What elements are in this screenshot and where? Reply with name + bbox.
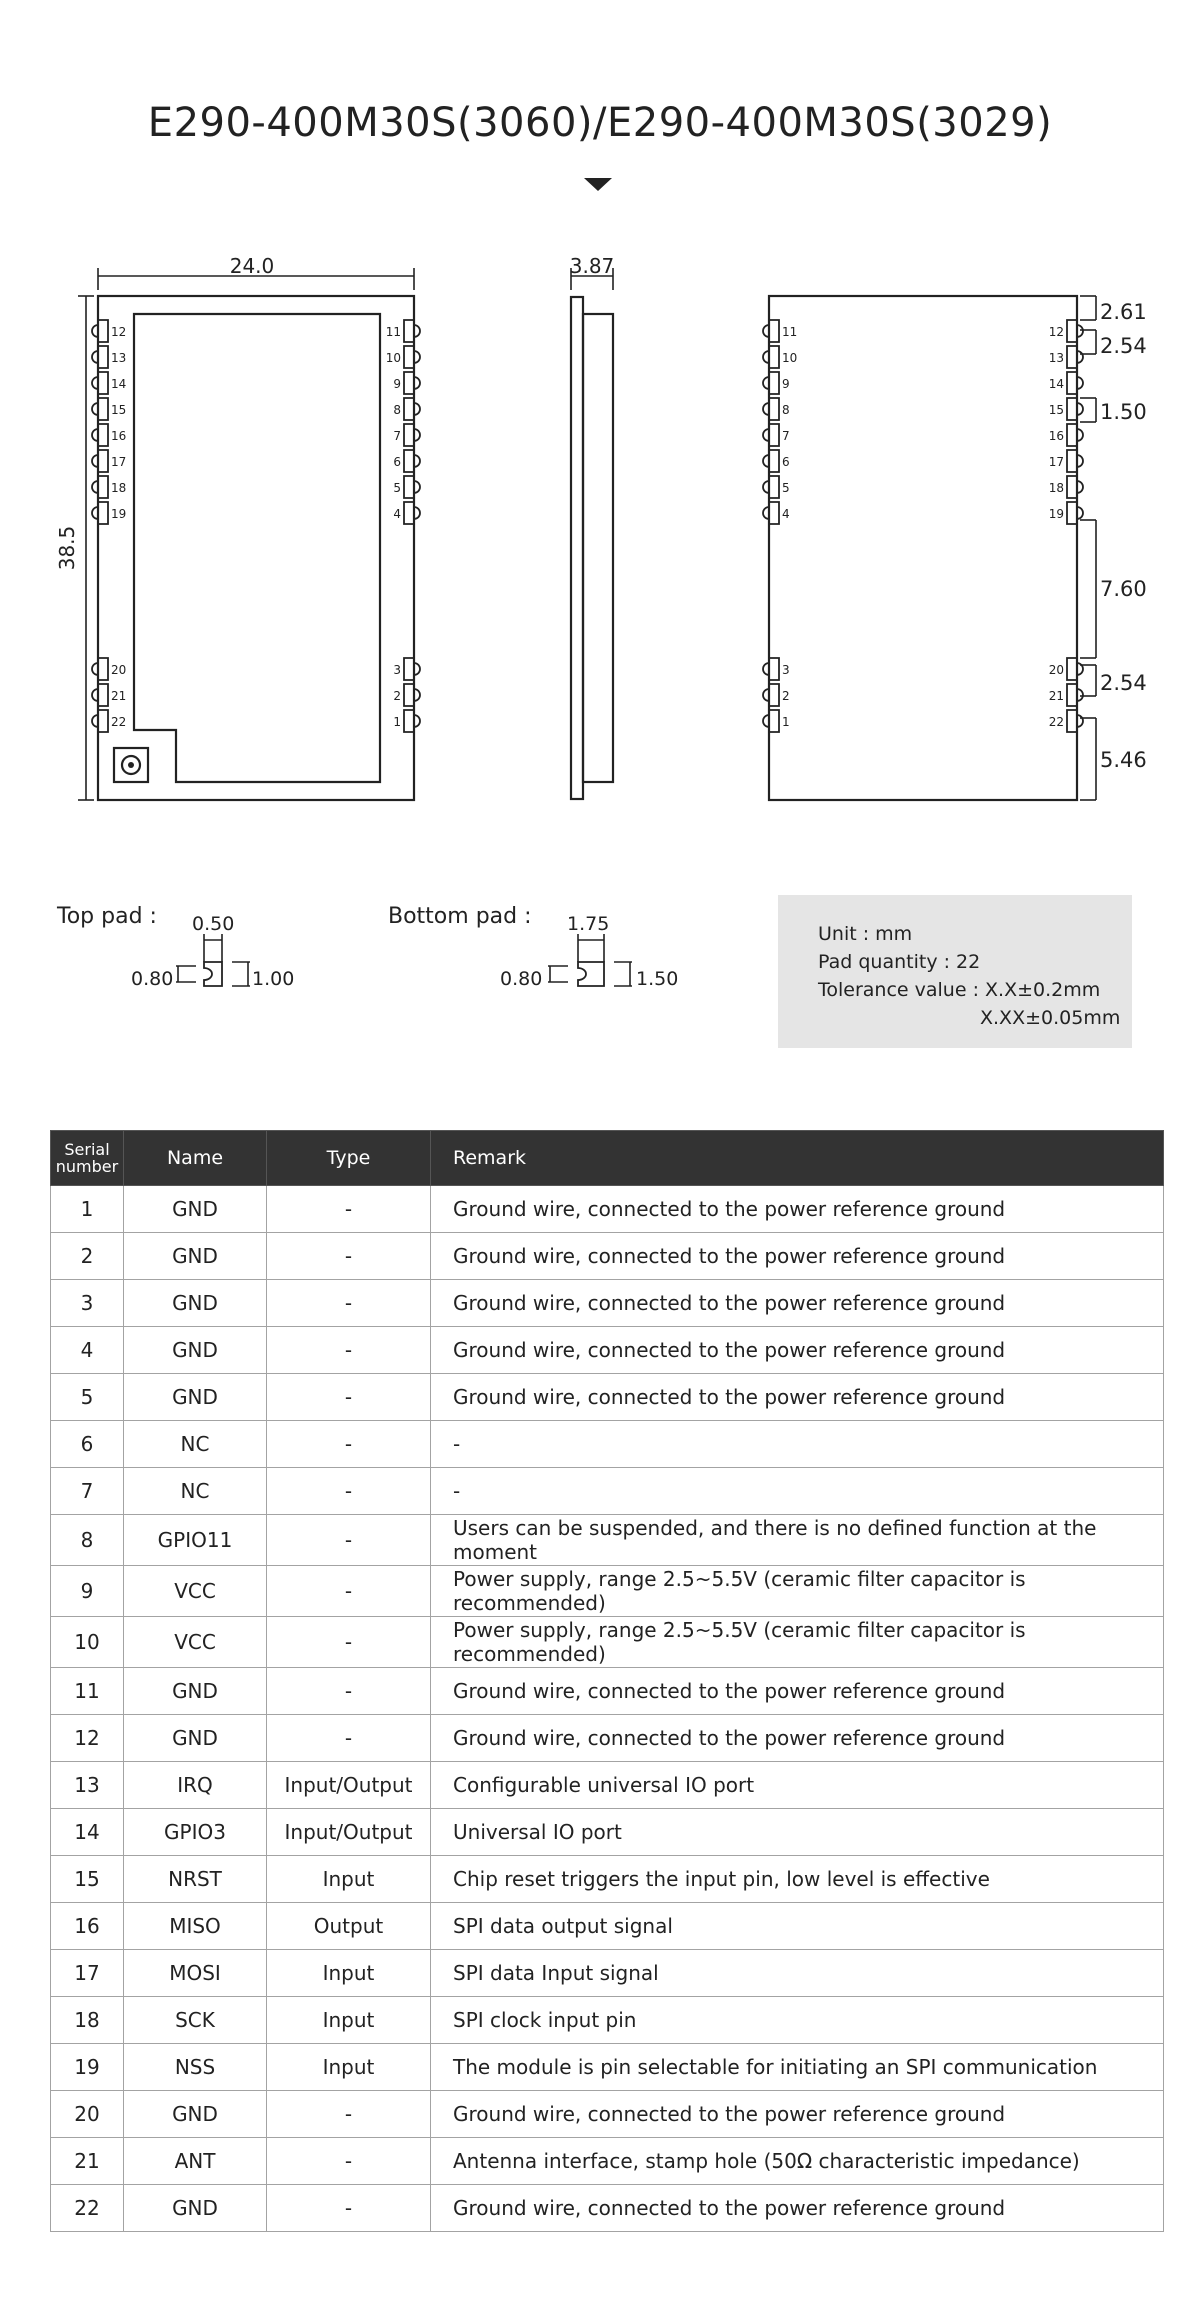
svg-text:0.80: 0.80 xyxy=(131,968,174,990)
spec-legend xyxy=(778,895,1132,1048)
cell-serial: 8 xyxy=(51,1515,124,1566)
pin-number: 15 xyxy=(111,403,127,417)
pin-number: 14 xyxy=(111,377,127,391)
table-row xyxy=(51,2044,1164,2091)
cell-name: NRST xyxy=(124,1856,267,1903)
pin-number: 22 xyxy=(1048,715,1064,729)
pin-number: 11 xyxy=(385,325,401,339)
header-type: Type xyxy=(267,1131,431,1186)
down-arrow-icon xyxy=(584,178,612,191)
cell-type: - xyxy=(267,2185,431,2232)
table-row xyxy=(51,1903,1164,1950)
cell-remark: Ground wire, connected to the power reference ground xyxy=(431,2185,1164,2232)
cell-serial: 20 xyxy=(51,2091,124,2138)
cell-serial: 3 xyxy=(51,1280,124,1327)
pin-number: 6 xyxy=(782,455,790,469)
pad xyxy=(404,450,420,472)
pin-number: 7 xyxy=(782,429,790,443)
pad xyxy=(763,320,779,342)
pin-number: 10 xyxy=(385,351,401,365)
cell-remark: Configurable universal IO port xyxy=(431,1762,1164,1809)
pin-number: 14 xyxy=(1048,377,1064,391)
dim-2-54-bottom: 2.54 xyxy=(1100,671,1147,695)
pin-number: 3 xyxy=(393,663,401,677)
shield-can xyxy=(134,314,380,782)
cell-name: VCC xyxy=(124,1566,267,1617)
pad xyxy=(763,476,779,498)
pad xyxy=(763,346,779,368)
table-row xyxy=(51,1997,1164,2044)
cell-name: NC xyxy=(124,1421,267,1468)
pad xyxy=(404,398,420,420)
pad xyxy=(1067,476,1083,498)
pin-number: 17 xyxy=(1048,455,1064,469)
cell-remark: Ground wire, connected to the power reference ground xyxy=(431,1374,1164,1421)
cell-name: GND xyxy=(124,1668,267,1715)
pad xyxy=(92,320,108,342)
cell-serial: 5 xyxy=(51,1374,124,1421)
pin-number: 4 xyxy=(393,507,401,521)
cell-type: - xyxy=(267,1421,431,1468)
cell-name: GND xyxy=(124,2185,267,2232)
top-pad-detail xyxy=(56,904,294,990)
pad xyxy=(92,372,108,394)
cell-type: - xyxy=(267,1715,431,1762)
pin-number: 2 xyxy=(782,689,790,703)
svg-text:Top pad :: Top pad : xyxy=(57,904,157,929)
pad xyxy=(404,684,420,706)
table-row xyxy=(51,1327,1164,1374)
side-view xyxy=(570,254,615,799)
pin-table xyxy=(50,1130,1164,2232)
cell-name: GND xyxy=(124,1715,267,1762)
pin-number: 21 xyxy=(1048,689,1064,703)
cell-name: IRQ xyxy=(124,1762,267,1809)
cell-remark: Ground wire, connected to the power reference ground xyxy=(431,1327,1164,1374)
pad xyxy=(1067,372,1083,394)
pad xyxy=(404,424,420,446)
pad xyxy=(404,372,420,394)
cell-name: GND xyxy=(124,2091,267,2138)
cell-type: - xyxy=(267,1233,431,1280)
cell-remark: - xyxy=(431,1468,1164,1515)
cell-serial: 15 xyxy=(51,1856,124,1903)
pin-number: 18 xyxy=(1048,481,1064,495)
cell-type: Input xyxy=(267,1997,431,2044)
bottom-pad-detail xyxy=(388,904,678,990)
pad xyxy=(763,424,779,446)
cell-name: GPIO3 xyxy=(124,1809,267,1856)
pad xyxy=(92,450,108,472)
table-row xyxy=(51,1374,1164,1421)
header-serial: Serial number xyxy=(51,1131,124,1186)
cell-name: MISO xyxy=(124,1903,267,1950)
table-row xyxy=(51,1515,1164,1566)
pad xyxy=(1067,658,1083,680)
table-header xyxy=(51,1131,1164,1186)
thickness-dimension: 3.87 xyxy=(569,254,615,278)
pin-number: 19 xyxy=(1048,507,1064,521)
pad xyxy=(92,476,108,498)
table-row xyxy=(51,2138,1164,2185)
pad xyxy=(1067,710,1083,732)
pin-number: 5 xyxy=(782,481,790,495)
cell-remark: SPI data output signal xyxy=(431,1903,1164,1950)
pad xyxy=(1067,424,1083,446)
cell-serial: 12 xyxy=(51,1715,124,1762)
pad xyxy=(763,684,779,706)
cell-type: - xyxy=(267,1374,431,1421)
cell-remark: Ground wire, connected to the power reference ground xyxy=(431,1233,1164,1280)
top-view xyxy=(55,254,420,800)
cell-type: - xyxy=(267,1327,431,1374)
pad xyxy=(92,346,108,368)
header-remark: Remark xyxy=(431,1131,1164,1186)
pin-number: 5 xyxy=(393,481,401,495)
pin-number: 1 xyxy=(782,715,790,729)
pad xyxy=(404,476,420,498)
pin-number: 3 xyxy=(782,663,790,677)
pad xyxy=(404,346,420,368)
pad xyxy=(92,658,108,680)
cell-name: GND xyxy=(124,1327,267,1374)
cell-type: - xyxy=(267,1617,431,1668)
cell-serial: 2 xyxy=(51,1233,124,1280)
cell-remark: Ground wire, connected to the power reference ground xyxy=(431,1715,1164,1762)
pad xyxy=(1067,684,1083,706)
cell-serial: 9 xyxy=(51,1566,124,1617)
pad xyxy=(92,424,108,446)
cell-remark: Power supply, range 2.5~5.5V (ceramic filter capacitor is recommended) xyxy=(431,1617,1164,1668)
pin-number: 13 xyxy=(1048,351,1064,365)
cell-remark: Chip reset triggers the input pin, low level is effective xyxy=(431,1856,1164,1903)
svg-text:0.80: 0.80 xyxy=(500,968,543,990)
table-row xyxy=(51,1762,1164,1809)
pin-number: 21 xyxy=(111,689,127,703)
legend-tolerance: Tolerance value : X.X±0.2mm xyxy=(818,979,1101,1001)
page-title: E290-400M30S(3060)/E290-400M30S(3029) xyxy=(147,100,1053,146)
pin-number: 16 xyxy=(1048,429,1064,443)
dim-2-54-top: 2.54 xyxy=(1100,334,1147,358)
header-name: Name xyxy=(124,1131,267,1186)
cell-serial: 16 xyxy=(51,1903,124,1950)
dim-1-50: 1.50 xyxy=(1100,400,1147,424)
cell-remark: Ground wire, connected to the power reference ground xyxy=(431,1668,1164,1715)
cell-type: Input xyxy=(267,1856,431,1903)
table-row xyxy=(51,1856,1164,1903)
pin-number: 11 xyxy=(782,325,798,339)
pad xyxy=(763,372,779,394)
cell-name: VCC xyxy=(124,1617,267,1668)
cell-type: Output xyxy=(267,1903,431,1950)
pad xyxy=(92,398,108,420)
pad xyxy=(763,450,779,472)
cell-serial: 14 xyxy=(51,1809,124,1856)
pad xyxy=(763,502,779,524)
svg-text:1.50: 1.50 xyxy=(636,968,679,990)
table-row xyxy=(51,1233,1164,1280)
table-row xyxy=(51,1280,1164,1327)
table-row xyxy=(51,1809,1164,1856)
pin-number: 15 xyxy=(1048,403,1064,417)
pad xyxy=(404,658,420,680)
pad xyxy=(763,710,779,732)
pad xyxy=(1067,346,1083,368)
cell-type: Input xyxy=(267,1950,431,1997)
pin-number: 13 xyxy=(111,351,127,365)
pin-number: 22 xyxy=(111,715,127,729)
cell-serial: 13 xyxy=(51,1762,124,1809)
cell-remark: The module is pin selectable for initiating an SPI communication xyxy=(431,2044,1164,2091)
table-row xyxy=(51,2091,1164,2138)
cell-remark: SPI data Input signal xyxy=(431,1950,1164,1997)
pad xyxy=(404,502,420,524)
cell-name: GND xyxy=(124,1280,267,1327)
cell-type: - xyxy=(267,1280,431,1327)
cell-type: - xyxy=(267,1515,431,1566)
pad xyxy=(1067,320,1083,342)
svg-text:1.75: 1.75 xyxy=(567,913,610,935)
cell-remark: SPI clock input pin xyxy=(431,1997,1164,2044)
pin-number: 9 xyxy=(393,377,401,391)
module-outline xyxy=(98,296,414,800)
cell-name: GPIO11 xyxy=(124,1515,267,1566)
cell-name: SCK xyxy=(124,1997,267,2044)
cell-serial: 19 xyxy=(51,2044,124,2091)
table-row xyxy=(51,1566,1164,1617)
cell-remark: Ground wire, connected to the power reference ground xyxy=(431,1280,1164,1327)
pin-number: 6 xyxy=(393,455,401,469)
pin-number: 20 xyxy=(1048,663,1064,677)
pin-number: 18 xyxy=(111,481,127,495)
pad xyxy=(763,658,779,680)
cell-serial: 7 xyxy=(51,1468,124,1515)
cell-name: NSS xyxy=(124,2044,267,2091)
cell-remark: Users can be suspended, and there is no defined function at the moment xyxy=(431,1515,1164,1566)
pad xyxy=(404,710,420,732)
cell-name: GND xyxy=(124,1374,267,1421)
cell-remark: Universal IO port xyxy=(431,1809,1164,1856)
dim-5-46: 5.46 xyxy=(1100,748,1147,772)
cell-type: Input/Output xyxy=(267,1762,431,1809)
pad xyxy=(763,398,779,420)
cell-remark: Antenna interface, stamp hole (50Ω characteristic impedance) xyxy=(431,2138,1164,2185)
pad xyxy=(1067,450,1083,472)
cell-name: GND xyxy=(124,1233,267,1280)
cell-type: Input/Output xyxy=(267,1809,431,1856)
svg-text:Bottom pad :: Bottom pad : xyxy=(388,904,532,929)
height-dimension: 38.5 xyxy=(55,525,79,571)
pin-number: 17 xyxy=(111,455,127,469)
cell-type: - xyxy=(267,1468,431,1515)
table-row xyxy=(51,1950,1164,1997)
pad xyxy=(92,710,108,732)
svg-text:1.00: 1.00 xyxy=(252,968,295,990)
legend-pad-quantity: Pad quantity : 22 xyxy=(818,951,981,973)
pin-number: 12 xyxy=(111,325,127,339)
table-row xyxy=(51,1186,1164,1233)
pin-number: 2 xyxy=(393,689,401,703)
pin-number: 16 xyxy=(111,429,127,443)
cell-type: - xyxy=(267,2138,431,2185)
legend-unit: Unit : mm xyxy=(818,923,913,945)
bottom-view xyxy=(763,296,1147,800)
cell-name: ANT xyxy=(124,2138,267,2185)
cell-serial: 6 xyxy=(51,1421,124,1468)
dim-7-60: 7.60 xyxy=(1100,577,1147,601)
table-row xyxy=(51,1421,1164,1468)
pin-number: 1 xyxy=(393,715,401,729)
svg-text:0.50: 0.50 xyxy=(192,913,235,935)
pad xyxy=(92,684,108,706)
cell-type: - xyxy=(267,1186,431,1233)
pin-number: 12 xyxy=(1048,325,1064,339)
pin-number: 8 xyxy=(782,403,790,417)
cell-type: Input xyxy=(267,2044,431,2091)
pad xyxy=(1067,398,1083,420)
cell-type: - xyxy=(267,1668,431,1715)
cell-type: - xyxy=(267,2091,431,2138)
cell-serial: 18 xyxy=(51,1997,124,2044)
cell-serial: 1 xyxy=(51,1186,124,1233)
pad xyxy=(92,502,108,524)
pin-number: 8 xyxy=(393,403,401,417)
table-row xyxy=(51,1715,1164,1762)
table-row xyxy=(51,1468,1164,1515)
cell-remark: Power supply, range 2.5~5.5V (ceramic filter capacitor is recommended) xyxy=(431,1566,1164,1617)
pin-number: 19 xyxy=(111,507,127,521)
cell-serial: 10 xyxy=(51,1617,124,1668)
pad xyxy=(404,320,420,342)
pin-number: 10 xyxy=(782,351,798,365)
cell-serial: 22 xyxy=(51,2185,124,2232)
cell-remark: Ground wire, connected to the power reference ground xyxy=(431,1186,1164,1233)
cell-serial: 21 xyxy=(51,2138,124,2185)
table-row xyxy=(51,1668,1164,1715)
pin-number: 20 xyxy=(111,663,127,677)
cell-serial: 11 xyxy=(51,1668,124,1715)
cell-serial: 17 xyxy=(51,1950,124,1997)
legend-tolerance-2: X.XX±0.05mm xyxy=(980,1007,1121,1029)
cell-name: GND xyxy=(124,1186,267,1233)
cell-type: - xyxy=(267,1566,431,1617)
width-dimension: 24.0 xyxy=(229,254,275,278)
table-row xyxy=(51,2185,1164,2232)
pin-number: 7 xyxy=(393,429,401,443)
cell-name: NC xyxy=(124,1468,267,1515)
cell-remark: - xyxy=(431,1421,1164,1468)
table-row xyxy=(51,1617,1164,1668)
cell-serial: 4 xyxy=(51,1327,124,1374)
cell-remark: Ground wire, connected to the power reference ground xyxy=(431,2091,1164,2138)
cell-name: MOSI xyxy=(124,1950,267,1997)
pin-number: 4 xyxy=(782,507,790,521)
dim-2-61: 2.61 xyxy=(1100,300,1147,324)
pin-number: 9 xyxy=(782,377,790,391)
